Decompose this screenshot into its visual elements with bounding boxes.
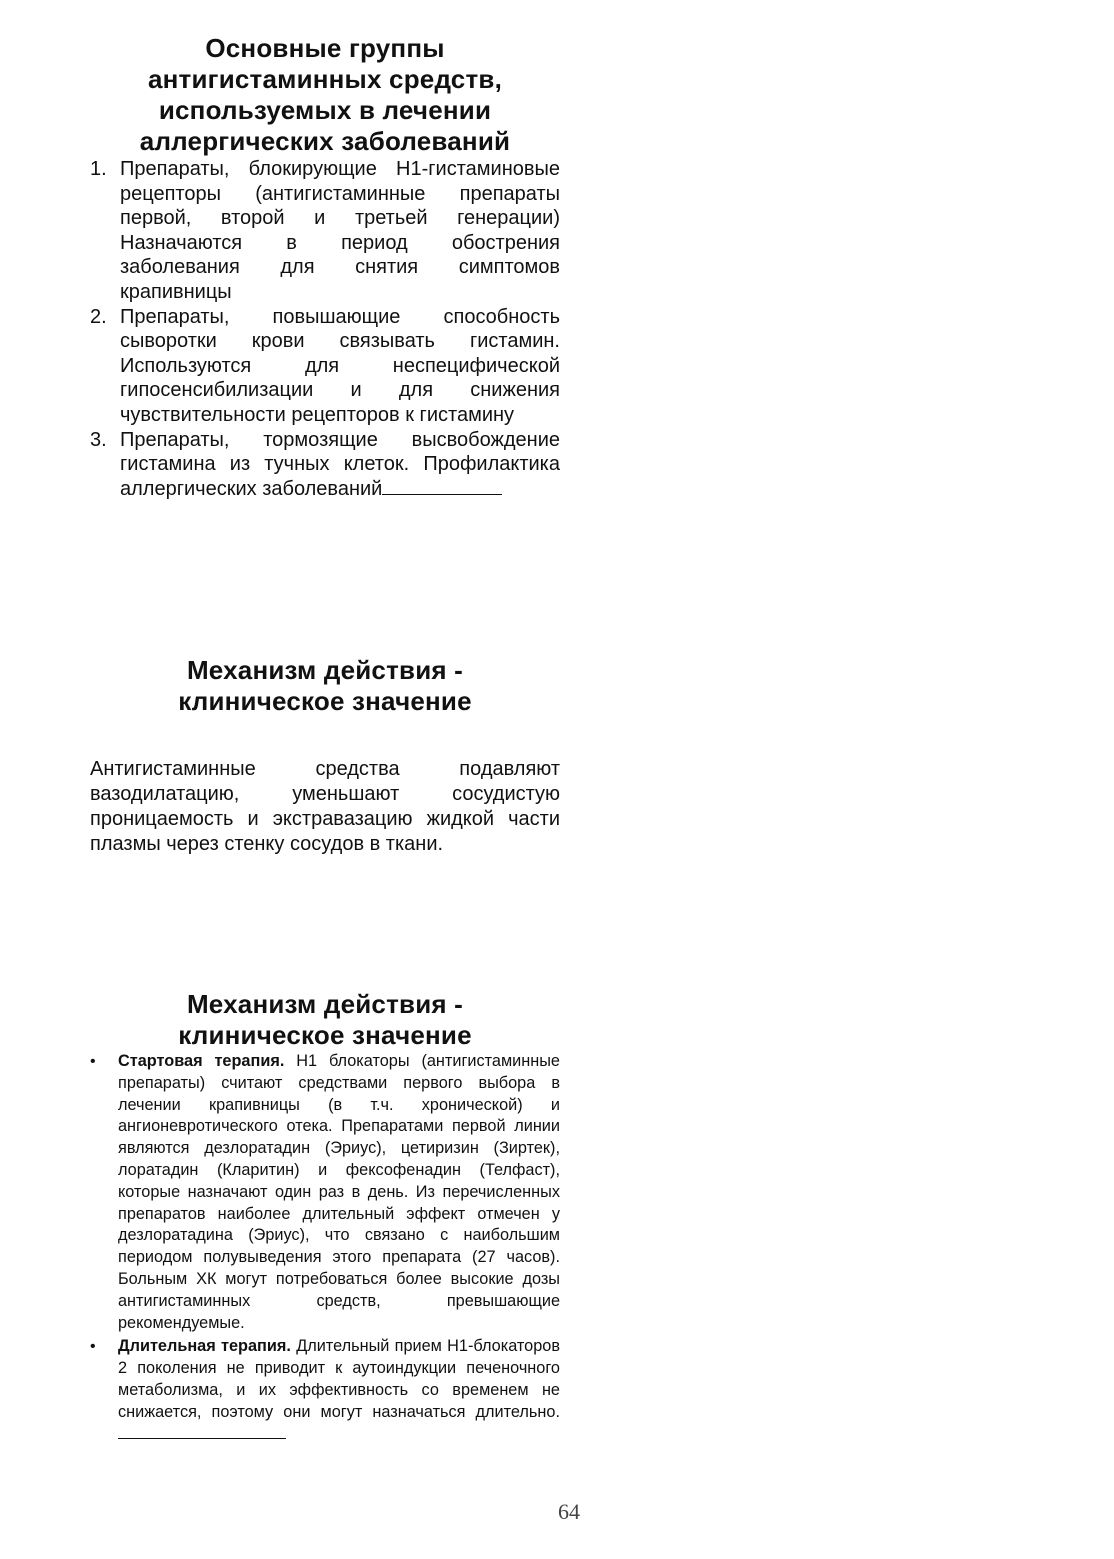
list-item-text: Препараты, тормозящие высвобождение гистамина из тучных клеток. Профилактика аллергических заболеваний: [120, 428, 560, 500]
end-rule: [118, 1437, 286, 1439]
numbered-list: [90, 157, 560, 501]
list-item: [90, 1051, 560, 1334]
list-item: [90, 157, 560, 305]
page-number: 64: [558, 1499, 580, 1524]
title-line: Механизм действия -: [186, 655, 464, 685]
list-item-number: 2.: [90, 305, 107, 328]
section-mechanism-2: [90, 989, 560, 1447]
bullet-list: [90, 1051, 560, 1445]
list-item-number: 1.: [90, 158, 107, 180]
list-item: [90, 305, 560, 428]
section-title: [90, 989, 560, 1051]
section-antihistamine-groups: [90, 33, 560, 501]
list-item-lead: Стартовая терапия.: [118, 1052, 297, 1070]
section-title: [90, 655, 560, 717]
title-line: клиническое значение: [178, 1020, 472, 1050]
bullet-icon: •: [90, 1338, 96, 1356]
section-mechanism-1: [90, 655, 560, 857]
list-item-lead: Длительная терапия.: [118, 1337, 297, 1356]
list-item: [90, 1336, 560, 1445]
title-line: аллергических заболеваний: [139, 126, 511, 156]
title-line: клиническое значение: [178, 686, 472, 716]
title-line: Основные группы: [205, 33, 445, 63]
list-item: [90, 428, 560, 502]
end-rule: [382, 493, 502, 495]
list-item-text: Н1 блокаторы (антигистаминные препараты) считают средствами первого выбора в лечении крапивницы (в т.ч. хронической) и ангионевротического отека. Препаратами первой линии являются дезлоратадин (Эриус), цетиризин (Зиртек), лоратадин (Кларитин) и фексофенадин (Телфаст), которые назначают один раз в день. Из перечисленных препаратов наиболее длительный эффект отмечен у дезлоратадина (Эриус), что связано с наибольшим периодом полувыведения этого препарата (27 часов). Больным ХК могут потребоваться более высокие дозы антигистаминных средств, превышающие рекомендуемые.: [118, 1052, 560, 1332]
list-item-text: Препараты, повышающие способность сыворотки крови связывать гистамин. Используются для неспецифической гипосенсибилизации и для снижения чувствительности рецепторов к гистамину: [120, 305, 560, 426]
list-item-text: Препараты, блокирующие Н1-гистаминовые рецепторы (антигистаминные препараты первой, второй и третьей генерации) Назначаются в период обострения заболевания для снятия симптомов крапивницы: [120, 158, 560, 303]
list-item-number: 3.: [90, 428, 107, 451]
title-line: Механизм действия -: [186, 989, 464, 1019]
title-line: используемых в лечении: [158, 95, 492, 125]
bullet-icon: •: [90, 1053, 96, 1070]
list-item-text: Длительный прием Н1-блокаторов 2 поколения не приводит к аутоиндукции печеночного метаболизма, и их эффективность со временем не снижается, поэтому они могут назначаться длительно.: [118, 1337, 560, 1421]
title-line: антигистаминных средств,: [147, 64, 503, 94]
section-title: [90, 33, 560, 157]
body-paragraph: Антигистаминные средства подавляют вазодилатацию, уменьшают сосудистую проницаемость и экстравазацию жидкой части плазмы через стенку сосудов в ткани.: [90, 758, 560, 855]
